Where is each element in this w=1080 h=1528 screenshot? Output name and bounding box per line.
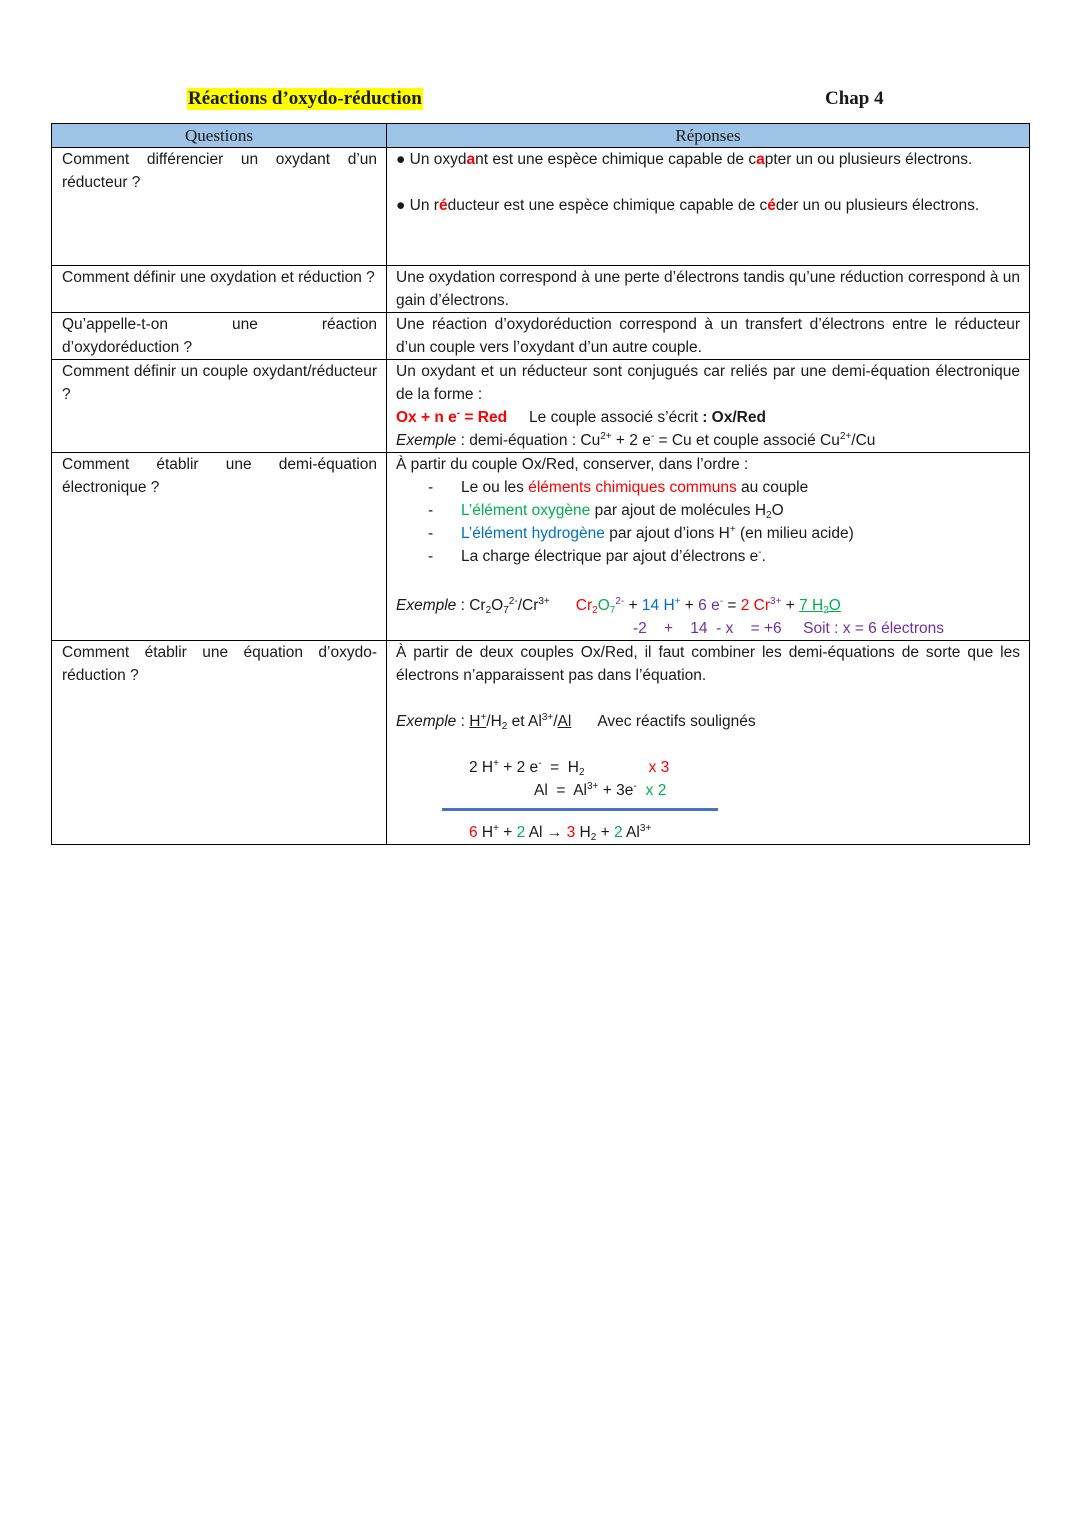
table-row xyxy=(52,453,1030,641)
question-cell: Comment définir une oxydation et réduction ? xyxy=(52,266,387,313)
couple-example: Exemple : demi-équation : $Cu^{2+} + 2$ e- = Cu et couple associé $Cu^{2+}/Cu$ xyxy=(396,431,876,449)
half-equation-example: Exemple : $Cr_2O_7^{2-}/Cr^{3+}$ $Cr_2O_7^{2-} + 14$ H+ + 6 e- = 2 $Cr^{3+} + 7$ $H_2O$ xyxy=(396,596,841,616)
half-equation-1: 2 H+ + 2 $e^- = H_2$ x 3 xyxy=(469,758,670,778)
table-header-row xyxy=(52,124,1030,148)
question-cell: Comment différencier un oxydant d’un réducteur ? xyxy=(52,148,387,266)
answer-cell xyxy=(387,453,1030,641)
list-item: - La charge électrique par ajout d’électrons e-. xyxy=(396,545,1020,568)
half-equation-intro: À partir du couple Ox/Red, conserver, dans l’ordre : xyxy=(396,456,749,473)
table-row xyxy=(52,641,1030,845)
question-cell: Comment établir une équation d’oxydo-réduction ? xyxy=(52,641,387,845)
final-equation: 6 H+ + 2 Al → 3 $H_2 + 2$ $Al^{3+}$ xyxy=(469,823,652,843)
list-item: - L’élément hydrogène par ajout d’ions H+ (en milieu acide) xyxy=(396,522,1020,545)
half-equation-2: $Al = Al^{3+} + 3e^-$ x 2 xyxy=(534,781,667,799)
answer-paragraph-reducer: ● Un réducteur est une espèce chimique capable de céder un ou plusieurs électrons. xyxy=(396,197,980,214)
table-row xyxy=(52,266,1030,313)
answer-cell: Une oxydation correspond à une perte d’électrons tandis qu’une réduction correspond à un gain d’électrons. xyxy=(387,266,1030,313)
column-header-answers: Réponses xyxy=(387,124,1030,148)
redox-example: Exemple : $H^+/H_2$ et $Al^{3+}/Al$ Avec réactifs soulignés xyxy=(396,712,756,732)
list-item: - Le ou les éléments chimiques communs au couple xyxy=(396,476,1020,499)
question-cell: Comment établir une demi-équation électronique ? xyxy=(52,453,387,641)
answer-cell: Une réaction d’oxydoréduction correspond à un transfert d’électrons entre le réducteur d’un couple vers l’oxydant d’un autre couple. xyxy=(387,313,1030,360)
column-header-questions: Questions xyxy=(52,124,387,148)
page-title: Réactions d’oxydo-réduction xyxy=(188,88,422,109)
answer-cell xyxy=(387,360,1030,453)
chapter-label: Chap 4 xyxy=(825,88,884,109)
answer-cell xyxy=(387,148,1030,266)
table-row xyxy=(52,313,1030,360)
answer-paragraph-oxidant: ● Un oxydant est une espèce chimique capable de capter un ou plusieurs électrons. xyxy=(396,151,973,168)
charge-balance-line: -2 + 14 - x = +6 Soit : x = 6 électrons xyxy=(633,620,945,637)
table-row xyxy=(52,360,1030,453)
steps-list xyxy=(396,476,1020,568)
sum-divider xyxy=(442,808,718,811)
question-cell: Qu’appelle-t-on une réaction d’oxydoréduction ? xyxy=(52,313,387,360)
couple-intro: Un oxydant et un réducteur sont conjugués car reliés par une demi-équation électronique de la forme : xyxy=(396,363,1020,403)
table-row xyxy=(52,148,1030,266)
redox-intro: À partir de deux couples Ox/Red, il faut combiner les demi-équations de sorte que les électrons n’apparaissent pas dans l’équation. xyxy=(396,644,1020,684)
answer-cell xyxy=(387,641,1030,845)
qa-table xyxy=(51,123,1030,845)
couple-general-equation: Ox + n e- = Red Le couple associé s’écrit : Ox/Red xyxy=(396,408,766,426)
list-item: - L’élément oxygène par ajout de molécules $H_2O$ xyxy=(396,499,1020,522)
question-cell: Comment définir un couple oxydant/réducteur ? xyxy=(52,360,387,453)
